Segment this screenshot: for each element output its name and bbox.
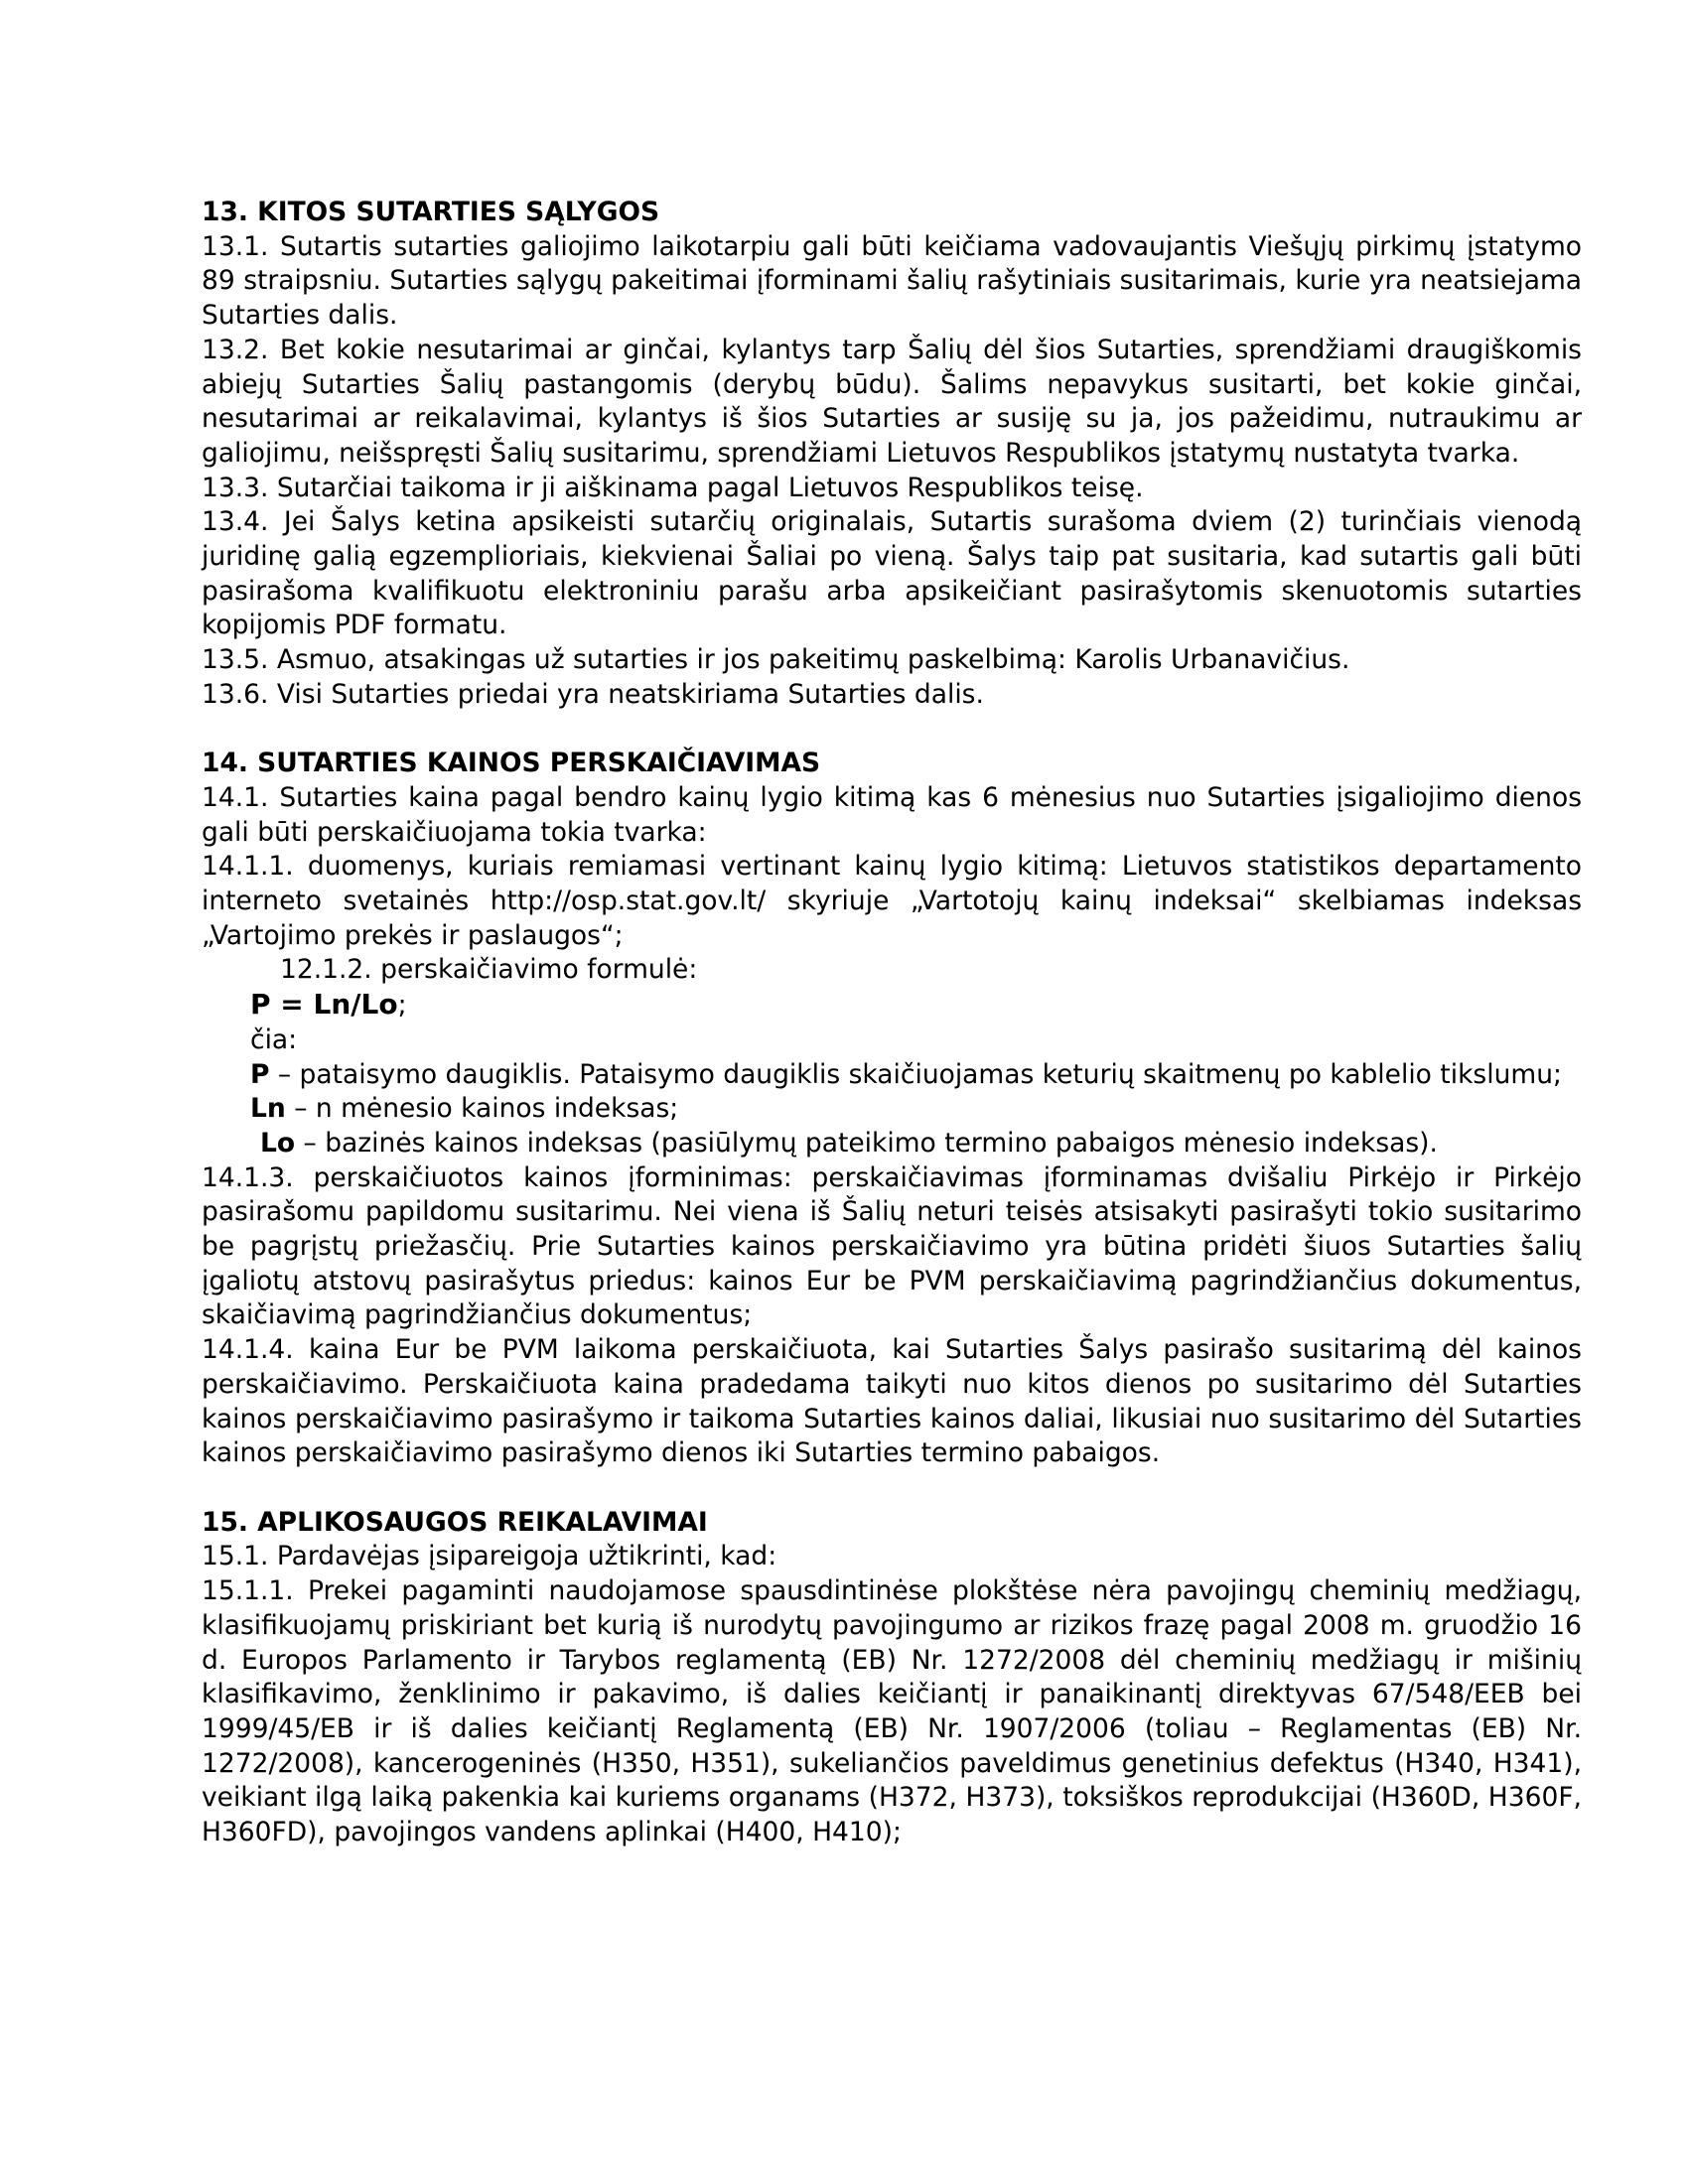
clause-14-1-3: 14.1.3. perskaičiuotos kainos įforminimas: perskaičiavimas įforminamas dvišaliu Pirkėjo ir Pirkėjo pasirašomu papildomu susitarimu. Nei viena iš Šalių neturi teisės atsisakyti pasirašyti tokio susitarimo be pagrįstų priežasčių. Prie Sutarties kainos perskaičiavimo yra būtina pridėti šiuos Sutarties šalių įgaliotų atstovų pasirašytus priedus: kainos Eur be PVM perskaičiavimą pagrindžiančius dokumentus, skaičiavimą pagrindžiančius dokumentus; <box>202 1161 1582 1331</box>
section-heading: 14. SUTARTIES KAINOS PERSKAIČIAVIMAS <box>202 748 821 779</box>
section-14 <box>202 747 1582 1471</box>
definition-text: – n mėnesio kainos indeksas; <box>285 1093 679 1125</box>
definition-term: P <box>250 1058 270 1090</box>
clause-14-1: 14.1. Sutarties kaina pagal bendro kainų lygio kitimą kas 6 mėnesius nuo Sutarties įsigaliojimo dienos gali būti perskaičiuojama tokia tvarka: <box>202 781 1582 848</box>
clause-13-3: 13.3. Sutarčiai taikoma ir ji aiškinama pagal Lietuvos Respublikos teisę. <box>202 472 1144 503</box>
where-label: čia: <box>250 1024 298 1055</box>
formula-line <box>202 988 1582 1024</box>
clause-13-1: 13.1. Sutartis sutarties galiojimo laikotarpiu gali būti keičiama vadovaujantis Viešųjų pirkimų įstatymo 89 straipsniu. Sutarties sąlygų pakeitimai įforminami šalių rašytiniais susitarimais, kurie yra neatsiejama Sutarties dalis. <box>202 230 1582 332</box>
definition-ln <box>202 1092 1582 1127</box>
section-13 <box>202 196 1582 713</box>
section-heading: 13. KITOS SUTARTIES SĄLYGOS <box>202 197 660 227</box>
formula: P = Ln/Lo <box>250 988 398 1022</box>
clause-13-6: 13.6. Visi Sutarties priedai yra neatskiriama Sutarties dalis. <box>202 678 984 710</box>
clause-14-1-4: 14.1.4. kaina Eur be PVM laikoma perskaičiuota, kai Sutarties Šalys pasirašo susitarimą dėl kainos perskaičiavimo. Perskaičiuota kaina pradedama taikyti nuo kitos dienos po susitarimo dėl Sutarties kainos perskaičiavimo pasirašymo ir taikoma Sutarties kainos daliai, likusiai nuo susitarimo dėl Sutarties kainos perskaičiavimo pasirašymo dienos iki Sutarties termino pabaigos. <box>202 1334 1582 1469</box>
clause-12-1-2: 12.1.2. perskaičiavimo formulė: <box>280 954 698 986</box>
definition-text: – pataisymo daugiklis. Pataisymo daugiklis skaičiuojamas keturių skaitmenų po kablelio tikslumu; <box>269 1058 1562 1090</box>
section-heading: 15. APLIKOSAUGOS REIKALAVIMAI <box>202 1506 708 1538</box>
definition-text: – bazinės kainos indeksas (pasiūlymų pateikimo termino pabaigos mėnesio indeksas). <box>295 1127 1438 1159</box>
section-15 <box>202 1506 1582 1850</box>
definition-p <box>202 1058 1582 1093</box>
document-page <box>202 196 1582 1850</box>
definition-term: Lo <box>260 1127 296 1159</box>
clause-13-2: 13.2. Bet kokie nesutarimai ar ginčai, kylantys tarp Šalių dėl šios Sutarties, sprendžiami draugiškomis abiejų Sutarties Šalių pastangomis (derybų būdu). Šalims nepavykus susitarti, bet kokie ginčai, nesutarimai ar reikalavimai, kylantys iš šios Sutarties ar susiję su ja, jos pažeidimu, nutraukimu ar galiojimu, neišspręsti Šalių susitarimu, sprendžiami Lietuvos Respublikos įstatymų nustatyta tvarka. <box>202 334 1582 469</box>
clause-13-4: 13.4. Jei Šalys ketina apsikeisti sutarčių originalais, Sutartis surašoma dviem (2) turinčiais vienodą juridinę galią egzemplioriais, kiekvienai Šaliai po vieną. Šalys taip pat susitaria, kad sutartis gali būti pasirašoma kvalifikuotu elektroniniu parašu arba apsikeičiant pasirašytomis skenuotomis sutarties kopijomis PDF formatu. <box>202 506 1582 641</box>
clause-13-5: 13.5. Asmuo, atsakingas už sutarties ir jos pakeitimų paskelbimą: Karolis Urbanavičius. <box>202 644 1350 676</box>
definition-term: Ln <box>250 1093 286 1125</box>
clause-14-1-1: 14.1.1. duomenys, kuriais remiamasi vertinant kainų lygio kitimą: Lietuvos statistikos departamento interneto svetainės http://osp.stat.gov.lt/ skyriuje „Vartotojų kainų indeksai“ skelbiamas indeksas „Vartojimo prekės ir paslaugos“; <box>202 851 1582 951</box>
formula-end: ; <box>397 990 407 1022</box>
clause-15-1-1: 15.1.1. Prekei pagaminti naudojamose spausdintinėse plokštėse nėra pavojingų cheminių medžiagų, klasifikuojamų priskiriant bet kurią iš nurodytų pavojingumo ar rizikos frazę pagal 2008 m. gruodžio 16 d. Europos Parlamento ir Tarybos reglamentą (EB) Nr. 1272/2008 dėl cheminių medžiagų ir mišinių klasifikavimo, ženklinimo ir pakavimo, iš dalies keičiantį ir panaikinantį direktyvas 67/548/EEB bei 1999/45/EB ir iš dalies keičiantį Reglamentą (EB) Nr. 1907/2006 (toliau – Reglamentas (EB) Nr. 1272/2008), kancerogeninės (H350, H351), sukeliančios paveldimus genetinius defektus (H340, H341), veikiant ilgą laiką pakenkia kai kuriems organams (H372, H373), toksiškos reprodukcijai (H360D, H360F, H360FD), pavojingos vandens aplinkai (H400, H410); <box>202 1575 1582 1848</box>
definition-lo <box>202 1127 1582 1161</box>
clause-15-1: 15.1. Pardavėjas įsipareigoja užtikrinti, kad: <box>202 1541 777 1572</box>
